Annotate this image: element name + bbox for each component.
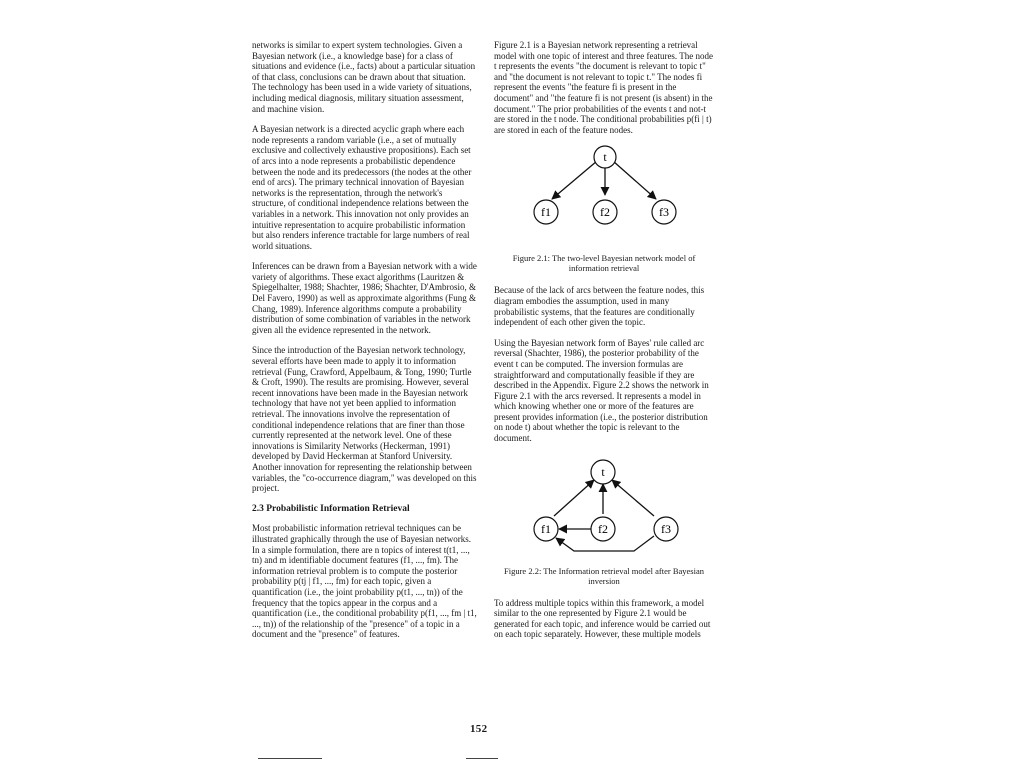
node-f2 <box>591 517 615 541</box>
node-f1 <box>534 200 558 224</box>
paragraph: A Bayesian network is a directed acyclic graph where each node represents a random variable (i.e., a set of mutually exclusive and collectively exhaustive propositions). Each set of arcs into a node represents a probabilistic dependence between the node and its predecessors (the nodes at the other end of arcs). The primary technical innovation of Bayesian networks is the representation, through the network's structure, of conditional independence relations between the variables in a network. This innovation not only provides an intuitive representation to acquire probabilistic information but also renders inference tractable for large numbers of real world situations. <box>252 124 472 251</box>
footer-rule <box>466 758 498 759</box>
right-column <box>494 40 714 650</box>
footer-rule <box>258 758 322 759</box>
node-t <box>594 146 616 168</box>
figure-2-1-diagram <box>494 145 714 253</box>
paragraph: Since the introduction of the Bayesian network technology, several efforts have been made to apply it to information retrieval (Fung, Crawford, Appelbaum, & Tong, 1990; Turtle & Croft, 1990). The results are promising. However, several recent innovations have been made in the Bayesian network technology that have not yet been applied to information retrieval. The innovations involve the representation of conditional independence relations that are finer than those currently represented at the network level. One of these innovations is Similarity Networks (Heckerman, 1991) developed by David Heckerman at Stanford University. Another innovation for representing the relationship between variables, the "co-occurrence diagram," was developed on this project. <box>252 345 477 494</box>
figure-caption: Figure 2.1: The two-level Bayesian network model of information retrieval <box>512 253 696 274</box>
svg-text:t: t <box>601 464 605 479</box>
paragraph: Figure 2.1 is a Bayesian network representing a retrieval model with one topic of interest and three features. The node t represents the events "the document is relevant to topic t" and "the document is not relevant to topic t." The nodes fi represent the events "the feature fi is present in the document" and "the feature fi is not present (is absent) in the document." The prior probabilities of the events t and not-t are stored in the t node. The conditional probabilities p(fi | t) are stored in each of the feature nodes. <box>494 40 714 135</box>
figure-2-2-diagram <box>494 454 714 566</box>
svg-text:f1: f1 <box>541 521 551 536</box>
paragraph: To address multiple topics within this framework, a model similar to the one represented by Figure 2.1 would be generated for each topic, and inference would be carried out on each topic separately. However, these multiple models <box>494 597 711 640</box>
svg-text:f3: f3 <box>659 205 669 220</box>
left-column <box>252 40 478 650</box>
paragraph: Inferences can be drawn from a Bayesian network with a wide variety of algorithms. These exact algorithms (Lauritzen & Spiegelhalter, 1988; Shachter, 1986; Shachter, D'Ambrosio, & Del Favero, 1990) as well as approximate algorithms (Fung & Chang, 1989). Inference algorithms compute a probability distribution of some combination of variables in the network given all the evidence represented in the network. <box>252 261 477 335</box>
svg-text:f2: f2 <box>598 521 608 536</box>
paragraph: Using the Bayesian network form of Bayes' rule called arc reversal (Shachter, 1986), the posterior probability of the event t can be computed. The inversion formulas are straightforward and computationally feasible if they are described in the Appendix. Figure 2.2 shows the network in Figure 2.1 with the arcs reversed. It represents a model in which knowing whether one or more of the features are present provides information (i.e., the posterior distribution on node t) about whether the topic is relevant to the document. <box>494 337 709 444</box>
svg-text:f1: f1 <box>541 205 551 220</box>
node-f3 <box>652 200 676 224</box>
node-f3 <box>654 517 678 541</box>
section-heading: 2.3 Probabilistic Information Retrieval <box>252 503 410 514</box>
figure-caption: Figure 2.2: The Information retrieval model after Bayesian inversion <box>504 565 704 586</box>
node-f1 <box>534 517 558 541</box>
paragraph: networks is similar to expert system technologies. Given a Bayesian network (i.e., a knowledge base) for a class of situations and evidence (i.e., facts) about a particular situation of that class, conclusions can be drawn about that situation. The technology has been used in a wide variety of situations, including medical diagnosis, military situation assessment, and machine vision. <box>252 40 476 114</box>
paragraph: Because of the lack of arcs between the feature nodes, this diagram embodies the assumption, used in many probabilistic systems, that the features are conditionally independent of each other given the topic. <box>494 285 705 328</box>
svg-text:t: t <box>603 150 607 165</box>
node-t <box>591 460 615 484</box>
page-number: 152 <box>470 723 488 735</box>
svg-text:f2: f2 <box>600 205 610 220</box>
paragraph: Most probabilistic information retrieval techniques can be illustrated graphically through the use of Bayesian networks. In a simple formulation, there are n topics of interest t(t1, ..., tn) and m identifiable document features (f1, ..., fm). The information retrieval problem is to compute the posterior probability p(tj | f1, ..., fm) for each topic, given a quantification (i.e., the joint probability p(t1, ..., tn)) of the frequency that the topics appear in the corpus and a quantification (i.e., the conditional probability p(f1, ..., fm | t1, ..., tn)) of the relationship of the "presence" of a topic in a document and the "presence" of features. <box>252 523 477 640</box>
svg-text:f3: f3 <box>661 521 671 536</box>
node-f2 <box>593 200 617 224</box>
